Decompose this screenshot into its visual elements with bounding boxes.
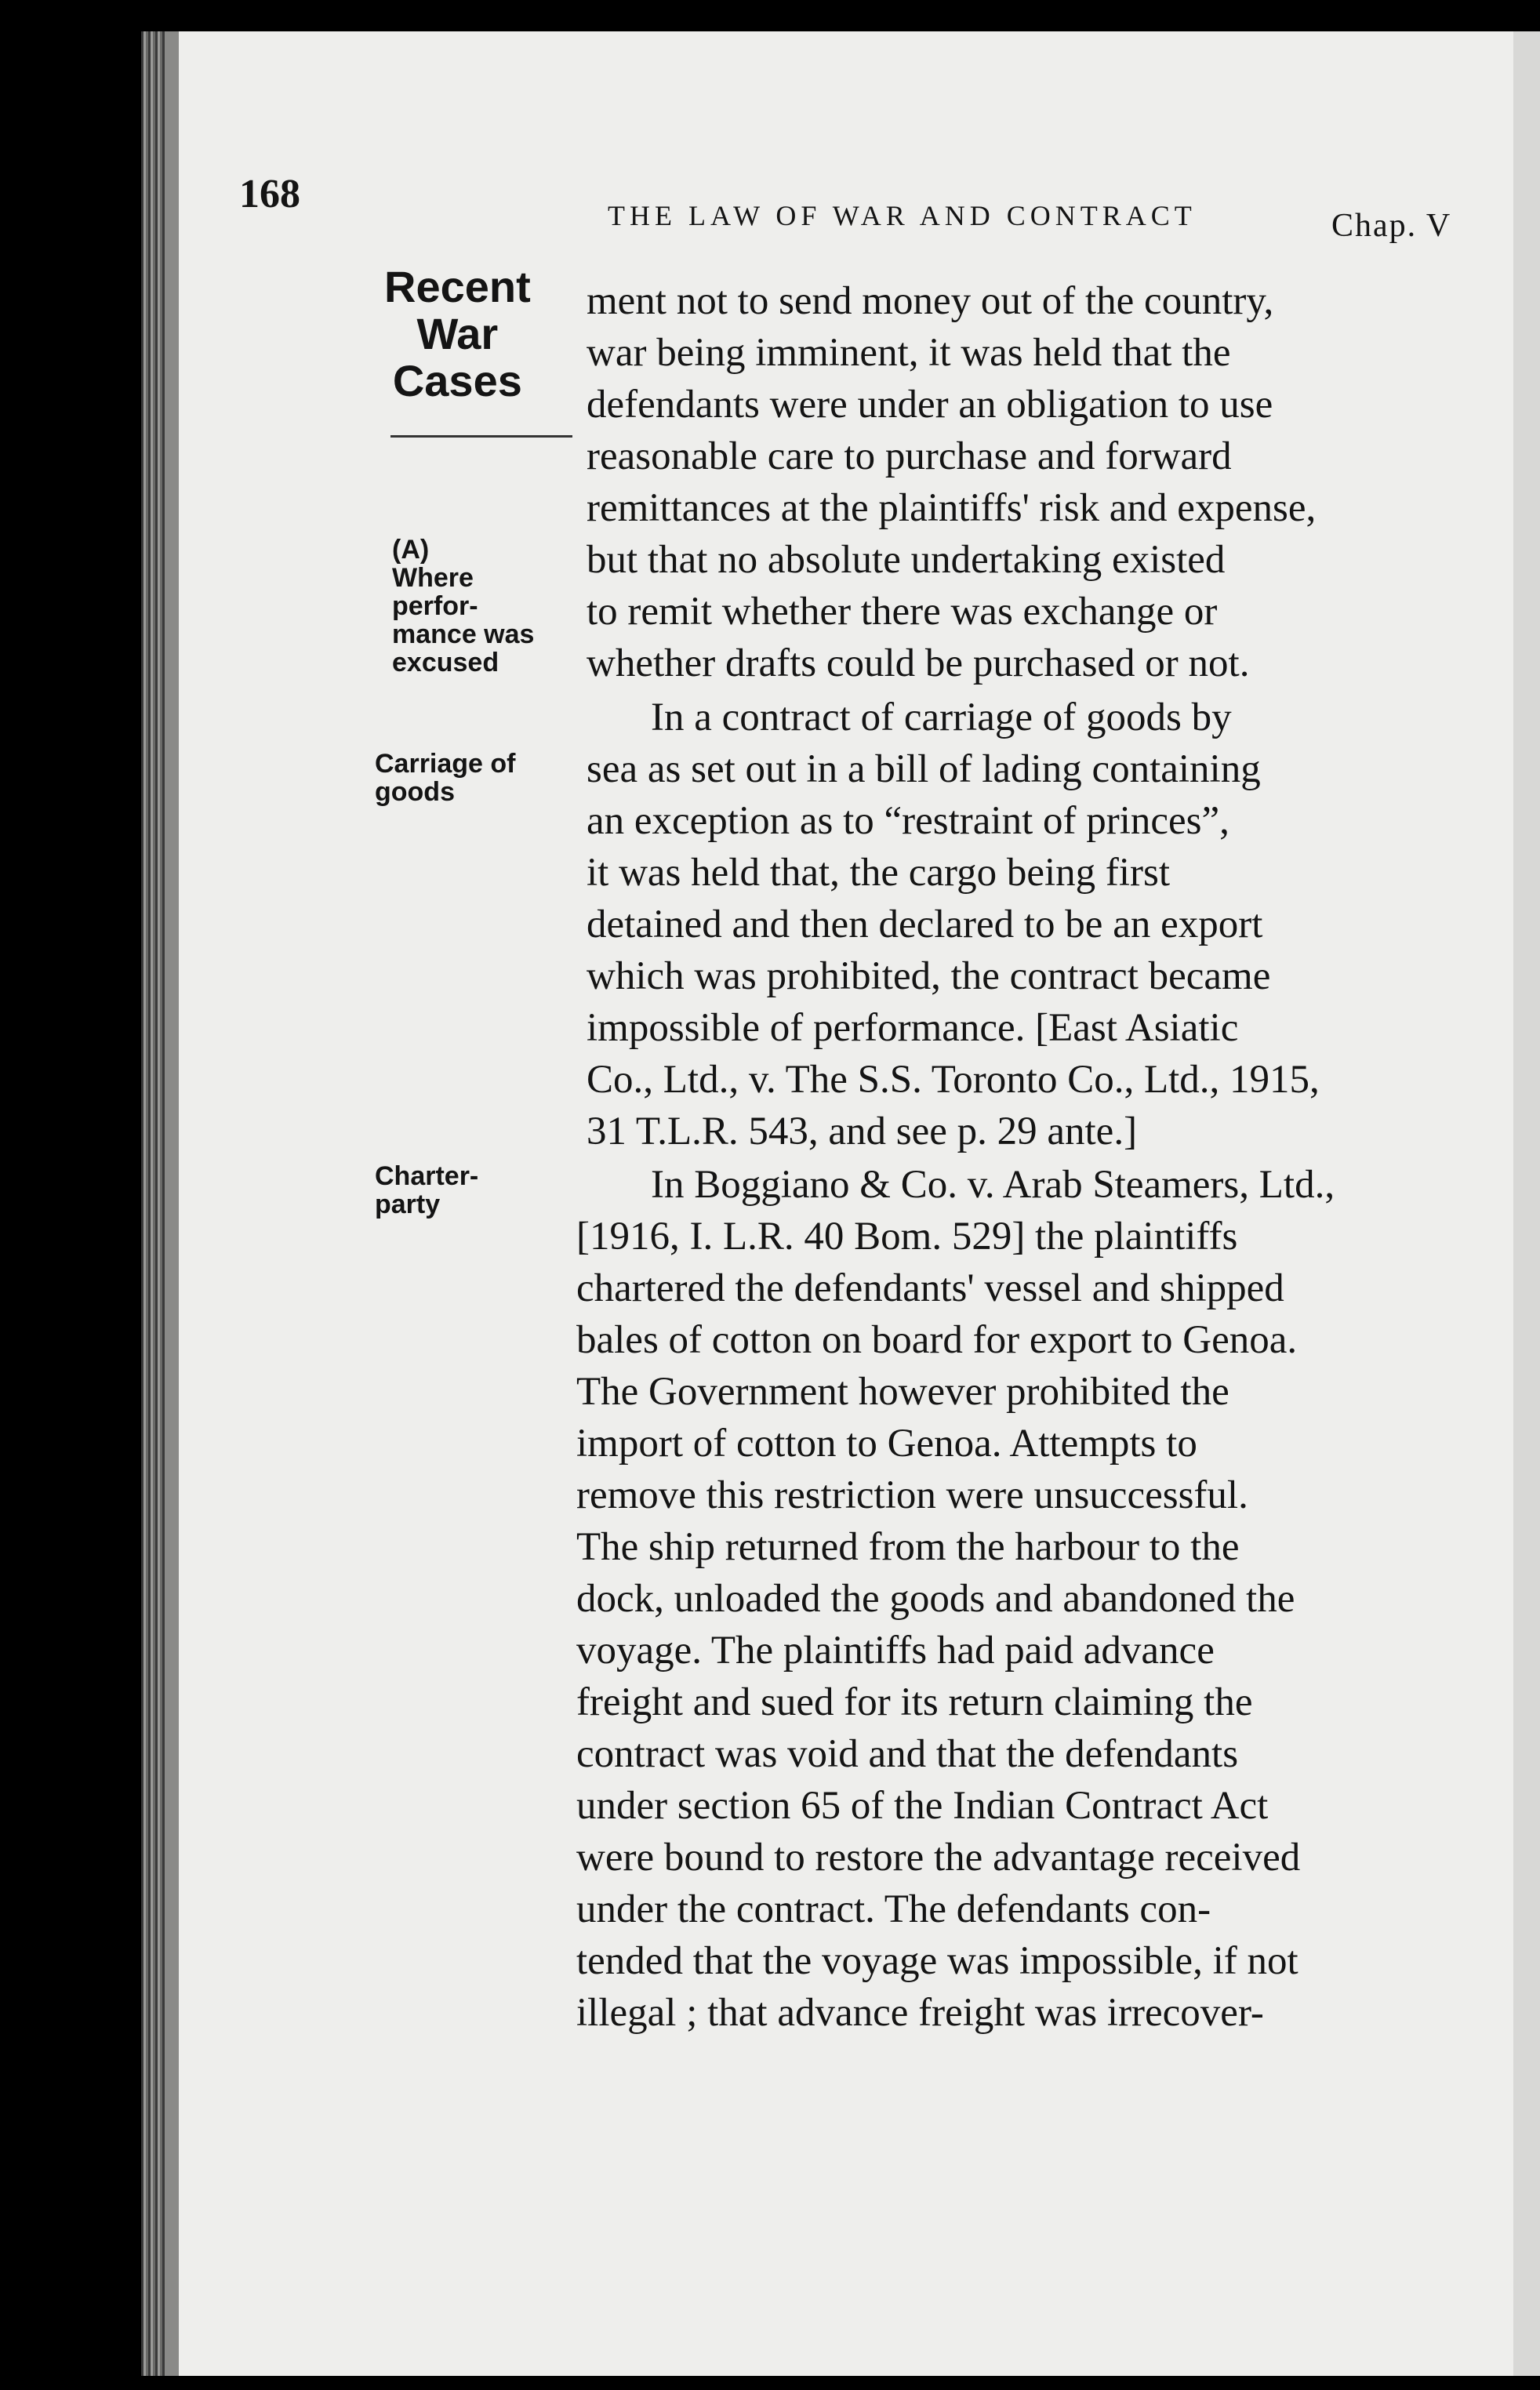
side-heading-rule	[390, 435, 572, 438]
margin-note-line: Charter-	[375, 1161, 479, 1191]
body-line: which was prohibited, the contract became	[587, 954, 1271, 998]
body-line: Co., Ltd., v. The S.S. Toronto Co., Ltd., 1915,	[587, 1058, 1320, 1102]
side-heading-line: Cases	[392, 356, 522, 405]
body-line: The ship returned from the harbour to the	[576, 1525, 1240, 1569]
margin-note-line: party	[375, 1190, 441, 1219]
body-line: detained and then declared to be an export	[587, 903, 1263, 946]
margin-note-charter-party	[375, 1162, 478, 1219]
side-heading	[384, 263, 531, 405]
margin-note-line: Where	[392, 563, 474, 593]
margin-note-line: (A)	[392, 535, 430, 565]
body-line: impossible of performance. [East Asiatic	[587, 1006, 1239, 1050]
body-line: illegal ; that advance freight was irrecover-	[576, 1991, 1264, 2035]
body-line: remove this restriction were unsuccessful.	[576, 1473, 1248, 1517]
body-line: but that no absolute undertaking existed	[587, 538, 1226, 582]
body-line: 31 T.L.R. 543, and see p. 29 ante.]	[587, 1110, 1138, 1153]
body-line: chartered the defendants' vessel and shipped	[576, 1266, 1284, 1310]
body-line: remittances at the plaintiffs' risk and expense,	[587, 486, 1317, 530]
body-line: under the contract. The defendants con-	[576, 1887, 1211, 1931]
margin-note-line: Carriage of	[375, 749, 516, 779]
body-line: [1916, I. L.R. 40 Bom. 529] the plaintiffs	[576, 1215, 1238, 1259]
body-line: defendants were under an obligation to use	[587, 383, 1273, 427]
body-line: bales of cotton on board for export to Genoa.	[576, 1318, 1298, 1362]
page-number: 168	[239, 172, 300, 216]
margin-note-carriage-of-goods	[375, 750, 516, 806]
body-line: were bound to restore the advantage received	[576, 1836, 1301, 1880]
body-line: under section 65 of the Indian Contract Act	[576, 1784, 1269, 1828]
side-heading-line: Recent	[384, 262, 531, 311]
body-line: contract was void and that the defendants	[576, 1732, 1239, 1776]
body-line: whether drafts could be purchased or not.	[587, 641, 1250, 685]
body-line: In Boggiano & Co. v. Arab Steamers, Ltd.,	[651, 1163, 1335, 1207]
body-line: an exception as to “restraint of princes”,	[587, 799, 1229, 843]
margin-note-line: mance was	[392, 619, 535, 649]
body-line: it was held that, the cargo being first	[587, 851, 1171, 895]
body-line: voyage. The plaintiffs had paid advance	[576, 1629, 1215, 1673]
running-head: THE LAW OF WAR AND CONTRACT	[608, 200, 1197, 231]
body-line: The Government however prohibited the	[576, 1370, 1229, 1414]
body-line: In a contract of carriage of goods by	[651, 696, 1232, 739]
margin-note-line: perfor-	[392, 591, 478, 621]
body-line: reasonable care to purchase and forward	[587, 434, 1232, 478]
body-line: freight and sued for its return claiming the	[576, 1680, 1253, 1724]
body-line: to remit whether there was exchange or	[587, 590, 1218, 634]
chapter-label: Chap. V	[1331, 208, 1452, 244]
body-line: dock, unloaded the goods and abandoned the	[576, 1577, 1295, 1621]
margin-note-line: goods	[375, 777, 455, 807]
margin-note-performance-excused	[392, 536, 534, 677]
page-edge	[1513, 31, 1540, 2376]
body-line: war being imminent, it was held that the	[587, 331, 1231, 375]
margin-note-line: excused	[392, 648, 499, 677]
body-line: import of cotton to Genoa. Attempts to	[576, 1422, 1197, 1466]
body-line: ment not to send money out of the country,	[587, 279, 1274, 323]
side-heading-line: War	[416, 309, 499, 358]
body-line: tended that the voyage was impossible, if not	[576, 1939, 1298, 1983]
body-line: sea as set out in a bill of lading containing	[587, 747, 1261, 791]
